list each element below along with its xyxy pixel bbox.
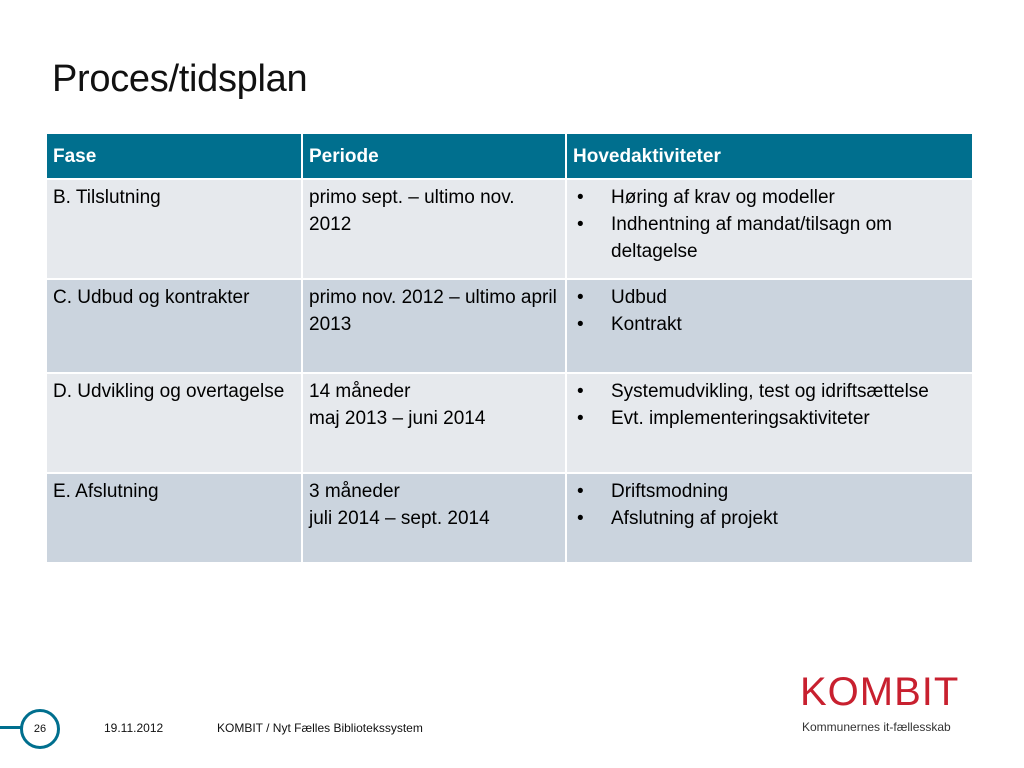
bullet-icon: • (577, 408, 584, 429)
periode-line: primo nov. 2012 – ultimo april 2013 (309, 287, 557, 335)
cell-periode (302, 279, 566, 373)
bullet-icon: • (577, 381, 584, 402)
activity-text: Systemudvikling, test og idriftsættelse (611, 381, 929, 402)
page-number: 26 (33, 723, 47, 735)
cell-fase: B. Tilslutning (46, 179, 302, 279)
activity-item (573, 311, 966, 338)
activity-list (573, 184, 966, 265)
periode-line: 3 måneder (309, 481, 400, 502)
activity-item (573, 478, 966, 505)
table-row (46, 179, 973, 279)
periode-line: maj 2013 – juni 2014 (309, 408, 486, 429)
cell-periode (302, 473, 566, 563)
header-fase: Fase (46, 133, 302, 179)
activity-text: Kontrakt (611, 314, 682, 335)
table-row (46, 373, 973, 473)
table-header-row (46, 133, 973, 179)
page-number-badge (20, 709, 60, 749)
activity-list (573, 478, 966, 532)
activity-text: Afslutning af projekt (611, 508, 778, 529)
header-periode: Periode (302, 133, 566, 179)
bullet-icon: • (577, 481, 584, 502)
bullet-icon: • (577, 187, 584, 208)
cell-periode (302, 373, 566, 473)
activity-text: Driftsmodning (611, 481, 729, 502)
kombit-logo (800, 670, 975, 740)
activity-text: Udbud (611, 287, 667, 308)
activity-list (573, 378, 966, 432)
footer-title: KOMBIT / Nyt Fælles Bibliotekssystem (217, 721, 423, 735)
footer-date: 19.11.2012 (104, 721, 164, 735)
cell-fase: D. Udvikling og overtagelse (46, 373, 302, 473)
table-row (46, 473, 973, 563)
activity-item (573, 378, 966, 405)
cell-fase: E. Afslutning (46, 473, 302, 563)
activity-text: Indhentning af mandat/tilsagn om deltagelse (611, 214, 892, 262)
bullet-icon: • (577, 508, 584, 529)
cell-aktiviteter (566, 373, 973, 473)
header-hovedaktiviteter: Hovedaktiviteter (566, 133, 973, 179)
periode-line: primo sept. – ultimo nov. 2012 (309, 187, 515, 235)
logo-wordmark: KOMBIT (800, 670, 960, 714)
cell-periode (302, 179, 566, 279)
activity-item (573, 405, 966, 432)
cell-aktiviteter (566, 279, 973, 373)
cell-aktiviteter (566, 473, 973, 563)
slide-title: Proces/tidsplan (52, 58, 308, 100)
activity-text: Høring af krav og modeller (611, 187, 835, 208)
periode-line: juli 2014 – sept. 2014 (309, 508, 490, 529)
logo-tagline: Kommunernes it-fællesskab (802, 720, 951, 734)
table-row (46, 279, 973, 373)
cell-fase: C. Udbud og kontrakter (46, 279, 302, 373)
bullet-icon: • (577, 214, 584, 235)
activity-list (573, 284, 966, 338)
activity-item (573, 184, 966, 211)
bullet-icon: • (577, 287, 584, 308)
activity-item (573, 211, 966, 265)
activity-item (573, 284, 966, 311)
schedule-table (45, 132, 974, 564)
periode-line: 14 måneder (309, 381, 411, 402)
bullet-icon: • (577, 314, 584, 335)
activity-item (573, 505, 966, 532)
cell-aktiviteter (566, 179, 973, 279)
activity-text: Evt. implementeringsaktiviteter (611, 408, 870, 429)
